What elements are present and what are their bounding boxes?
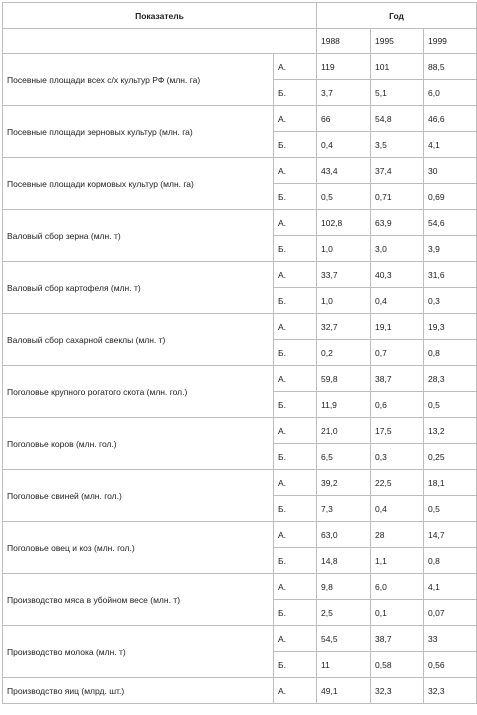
value-cell: 32,3 [371,678,424,704]
value-cell: 4,1 [424,574,477,600]
table-row [3,626,477,652]
value-cell: 0,4 [371,496,424,522]
value-cell: 0,4 [371,288,424,314]
value-cell: 11 [317,652,371,678]
value-cell: 19,1 [371,314,424,340]
year-1988: 1988 [317,29,371,54]
value-cell: 102,8 [317,210,371,236]
years-row-blank [3,29,317,54]
sub-label-b: Б. [274,392,317,418]
year-1995: 1995 [371,29,424,54]
sub-label-a: А. [274,470,317,496]
indicator-label: Производство яиц (млрд. шт.) [3,678,274,704]
sub-label-a: А. [274,522,317,548]
table-row [3,522,477,548]
indicator-label: Посевные площади зерновых культур (млн. га) [3,106,274,158]
sub-label-a: А. [274,314,317,340]
table-row [3,470,477,496]
value-cell: 101 [371,54,424,80]
value-cell: 88,5 [424,54,477,80]
indicator-label: Производство мяса в убойном весе (млн. т) [3,574,274,626]
value-cell: 14,7 [424,522,477,548]
table-body [3,54,477,704]
value-cell: 18,1 [424,470,477,496]
value-cell: 49,1 [317,678,371,704]
value-cell: 0,3 [424,288,477,314]
sub-label-b: Б. [274,288,317,314]
table-row [3,158,477,184]
indicator-label: Поголовье овец и коз (млн. гол.) [3,522,274,574]
value-cell: 3,5 [371,132,424,158]
value-cell: 0,1 [371,600,424,626]
value-cell: 38,7 [371,626,424,652]
value-cell: 0,4 [317,132,371,158]
value-cell: 28 [371,522,424,548]
value-cell: 4,1 [424,132,477,158]
indicator-label: Валовый сбор сахарной свеклы (млн. т) [3,314,274,366]
value-cell: 119 [317,54,371,80]
value-cell: 0,8 [424,548,477,574]
table-row [3,106,477,132]
table-row [3,366,477,392]
value-cell: 6,0 [371,574,424,600]
value-cell: 0,07 [424,600,477,626]
value-cell: 54,5 [317,626,371,652]
value-cell: 30 [424,158,477,184]
sub-label-b: Б. [274,184,317,210]
value-cell: 0,7 [371,340,424,366]
indicator-label: Посевные площади всех с/х культур РФ (млн. га) [3,54,274,106]
value-cell: 1,1 [371,548,424,574]
value-cell: 0,5 [424,392,477,418]
sub-label-b: Б. [274,132,317,158]
value-cell: 32,7 [317,314,371,340]
sub-label-a: А. [274,366,317,392]
year-1999: 1999 [424,29,477,54]
value-cell: 38,7 [371,366,424,392]
value-cell: 0,56 [424,652,477,678]
value-cell: 0,3 [371,444,424,470]
table-row [3,262,477,288]
value-cell: 0,5 [424,496,477,522]
sub-label-a: А. [274,210,317,236]
indicator-label: Валовый сбор картофеля (млн. т) [3,262,274,314]
value-cell: 43,4 [317,158,371,184]
value-cell: 46,6 [424,106,477,132]
value-cell: 17,5 [371,418,424,444]
value-cell: 66 [317,106,371,132]
value-cell: 0,25 [424,444,477,470]
value-cell: 0,6 [371,392,424,418]
value-cell: 63,0 [317,522,371,548]
sub-label-b: Б. [274,600,317,626]
value-cell: 22,5 [371,470,424,496]
indicator-label: Производство молока (млн. т) [3,626,274,678]
statistics-table [2,2,477,704]
value-cell: 0,8 [424,340,477,366]
value-cell: 9,8 [317,574,371,600]
value-cell: 1,0 [317,236,371,262]
sub-label-b: Б. [274,444,317,470]
sub-label-a: А. [274,106,317,132]
table-row [3,54,477,80]
value-cell: 3,9 [424,236,477,262]
sub-label-a: А. [274,262,317,288]
value-cell: 59,8 [317,366,371,392]
sub-label-a: А. [274,158,317,184]
value-cell: 0,69 [424,184,477,210]
value-cell: 40,3 [371,262,424,288]
indicator-label: Посевные площади кормовых культур (млн. га) [3,158,274,210]
value-cell: 1,0 [317,288,371,314]
value-cell: 54,6 [424,210,477,236]
indicator-header: Показатель [3,3,317,29]
value-cell: 5,1 [371,80,424,106]
value-cell: 2,5 [317,600,371,626]
value-cell: 6,0 [424,80,477,106]
indicator-label: Валовый сбор зерна (млн. т) [3,210,274,262]
value-cell: 0,58 [371,652,424,678]
sub-label-a: А. [274,678,317,704]
sub-label-b: Б. [274,496,317,522]
value-cell: 13,2 [424,418,477,444]
value-cell: 39,2 [317,470,371,496]
value-cell: 32,3 [424,678,477,704]
value-cell: 33,7 [317,262,371,288]
value-cell: 11,9 [317,392,371,418]
table-row [3,418,477,444]
value-cell: 33 [424,626,477,652]
header-row [3,3,477,29]
value-cell: 21,0 [317,418,371,444]
sub-label-b: Б. [274,652,317,678]
value-cell: 31,6 [424,262,477,288]
sub-label-a: А. [274,418,317,444]
sub-label-a: А. [274,574,317,600]
indicator-label: Поголовье крупного рогатого скота (млн. гол.) [3,366,274,418]
value-cell: 0,5 [317,184,371,210]
sub-label-a: А. [274,626,317,652]
sub-label-b: Б. [274,548,317,574]
indicator-label: Поголовье свиней (млн. гол.) [3,470,274,522]
value-cell: 3,0 [371,236,424,262]
table-row [3,678,477,704]
indicator-label: Поголовье коров (млн. гол.) [3,418,274,470]
value-cell: 54,8 [371,106,424,132]
year-header: Год [317,3,477,29]
value-cell: 19,3 [424,314,477,340]
value-cell: 3,7 [317,80,371,106]
value-cell: 28,3 [424,366,477,392]
value-cell: 0,2 [317,340,371,366]
value-cell: 0,71 [371,184,424,210]
sub-label-b: Б. [274,340,317,366]
value-cell: 14,8 [317,548,371,574]
years-row [3,29,477,54]
sub-label-b: Б. [274,80,317,106]
sub-label-b: Б. [274,236,317,262]
value-cell: 6,5 [317,444,371,470]
table-row [3,314,477,340]
value-cell: 7,3 [317,496,371,522]
value-cell: 37,4 [371,158,424,184]
table-row [3,574,477,600]
value-cell: 63,9 [371,210,424,236]
table-row [3,210,477,236]
sub-label-a: А. [274,54,317,80]
